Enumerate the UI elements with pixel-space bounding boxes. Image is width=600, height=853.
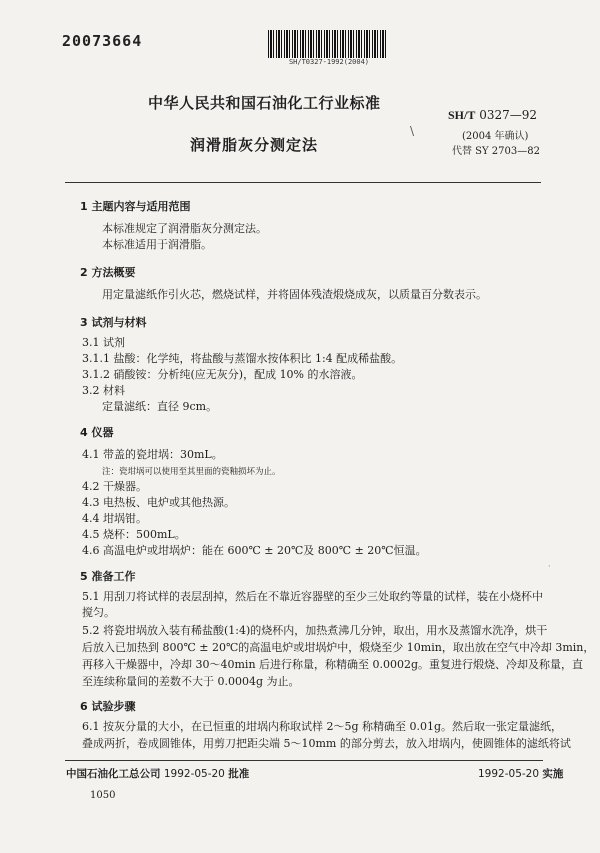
section-2-line: 用定量滤纸作引火芯，燃烧试样，并将固体残渣煅烧成灰，以质量百分数表示。 — [102, 288, 487, 301]
section-3-item: 3.1 试剂 — [82, 336, 125, 349]
section-3-item: 定量滤纸：直径 9cm。 — [102, 400, 218, 413]
header-rule — [65, 182, 541, 183]
scan-dot: · — [548, 562, 551, 571]
section-1-heading: 1 主题内容与适用范围 — [80, 200, 191, 213]
section-3-heading: 3 试剂与材料 — [80, 316, 147, 329]
section-4-note: 注：瓷坩埚可以使用至其里面的瓷釉损坏为止。 — [102, 467, 281, 477]
page-number: 1050 — [90, 790, 116, 801]
implementation-line — [478, 766, 563, 781]
section-4-item: 4.2 干燥器。 — [82, 480, 147, 493]
issue-date: 1992-05-20 — [163, 768, 225, 780]
section-5-heading: 5 准备工作 — [80, 570, 136, 583]
section-4-item: 4.5 烧杯：500mL。 — [82, 528, 186, 541]
document-title: 润滑脂灰分测定法 — [190, 136, 319, 154]
section-6-line: 6.1 按灰分量的大小，在已恒重的坩埚内称取试样 2～5g 称精确至 0.01g。然后取一张定量滤纸， — [82, 720, 563, 733]
section-1-line: 本标准规定了润滑脂灰分测定法。 — [102, 222, 267, 235]
section-3-item: 3.1.1 盐酸：化学纯，将盐酸与蒸馏水按体积比 1:4 配成稀盐酸。 — [82, 352, 403, 365]
reaffirmed-note: (2004 年确认) — [462, 131, 529, 142]
section-4-item: 4.3 电热板、电炉或其他热源。 — [82, 496, 235, 509]
issuer-line — [66, 766, 249, 781]
standard-code — [448, 108, 537, 123]
standard-number: 0327—92 — [479, 108, 537, 122]
section-2-heading: 2 方法概要 — [80, 266, 136, 279]
standard-code-prefix: SH/T — [448, 108, 476, 122]
section-5-line: 再移入干燥器中，冷却 30～40min 后进行称量，称精确至 0.0002g。重复进行煅烧、冷却及称量，直 — [82, 658, 584, 671]
scan-mark: \ — [410, 124, 415, 138]
issuer: 中国石油化工总公司 — [66, 768, 161, 780]
footer-rule — [65, 760, 543, 761]
section-3-item: 3.1.2 硝酸铵：分析纯(应无灰分)，配成 10% 的水溶液。 — [82, 368, 363, 381]
barcode-caption: SH/T0327-1992(2004) — [288, 58, 370, 66]
section-5-line: 搅匀。 — [82, 606, 115, 619]
section-4-item: 4.4 坩埚钳。 — [82, 512, 147, 525]
section-5-line: 后放入已加热到 800℃ ± 20℃的高温电炉或坩埚炉中，煅烧至少 10min，取出放在空气中冷却 3min， — [82, 641, 595, 654]
section-4-item: 4.6 高温电炉或坩埚炉：能在 600℃ ± 20℃及 800℃ ± 20℃恒温。 — [82, 544, 427, 557]
section-5-line: 至连续称量间的差数不大于 0.0004g 为止。 — [82, 675, 300, 688]
replaces-note: 代替 SY 2703—82 — [452, 146, 540, 157]
section-3-item: 3.2 材料 — [82, 384, 125, 397]
implementation-date: 1992-05-20 — [478, 768, 540, 780]
barcode — [268, 30, 386, 58]
section-6-heading: 6 试验步骤 — [80, 700, 136, 713]
handwritten-number: 20073664 — [62, 32, 143, 50]
section-1-line: 本标准适用于润滑脂。 — [102, 238, 212, 251]
section-4-item: 4.1 带盖的瓷坩埚：30mL。 — [82, 448, 223, 461]
section-6-line: 叠成两折，卷成圆锥体，用剪刀把距尖端 5～10mm 的部分剪去，放入坩埚内，使圆锥体的滤纸将试 — [82, 737, 571, 750]
standard-title: 中华人民共和国石油化工行业标准 — [148, 94, 381, 112]
section-4-heading: 4 仪器 — [80, 426, 114, 439]
implementation-label: 实施 — [542, 768, 564, 780]
section-5-line: 5.2 将瓷坩埚放入装有稀盐酸(1:4)的烧杯内，加热煮沸几分钟，取出，用水及蒸馏水洗净，烘干 — [82, 624, 548, 637]
issue-label: 批准 — [228, 768, 250, 780]
section-5-line: 5.1 用刮刀将试样的表层刮掉，然后在不靠近容器壁的至少三处取约等量的试样，装在小烧杯中 — [82, 590, 543, 603]
